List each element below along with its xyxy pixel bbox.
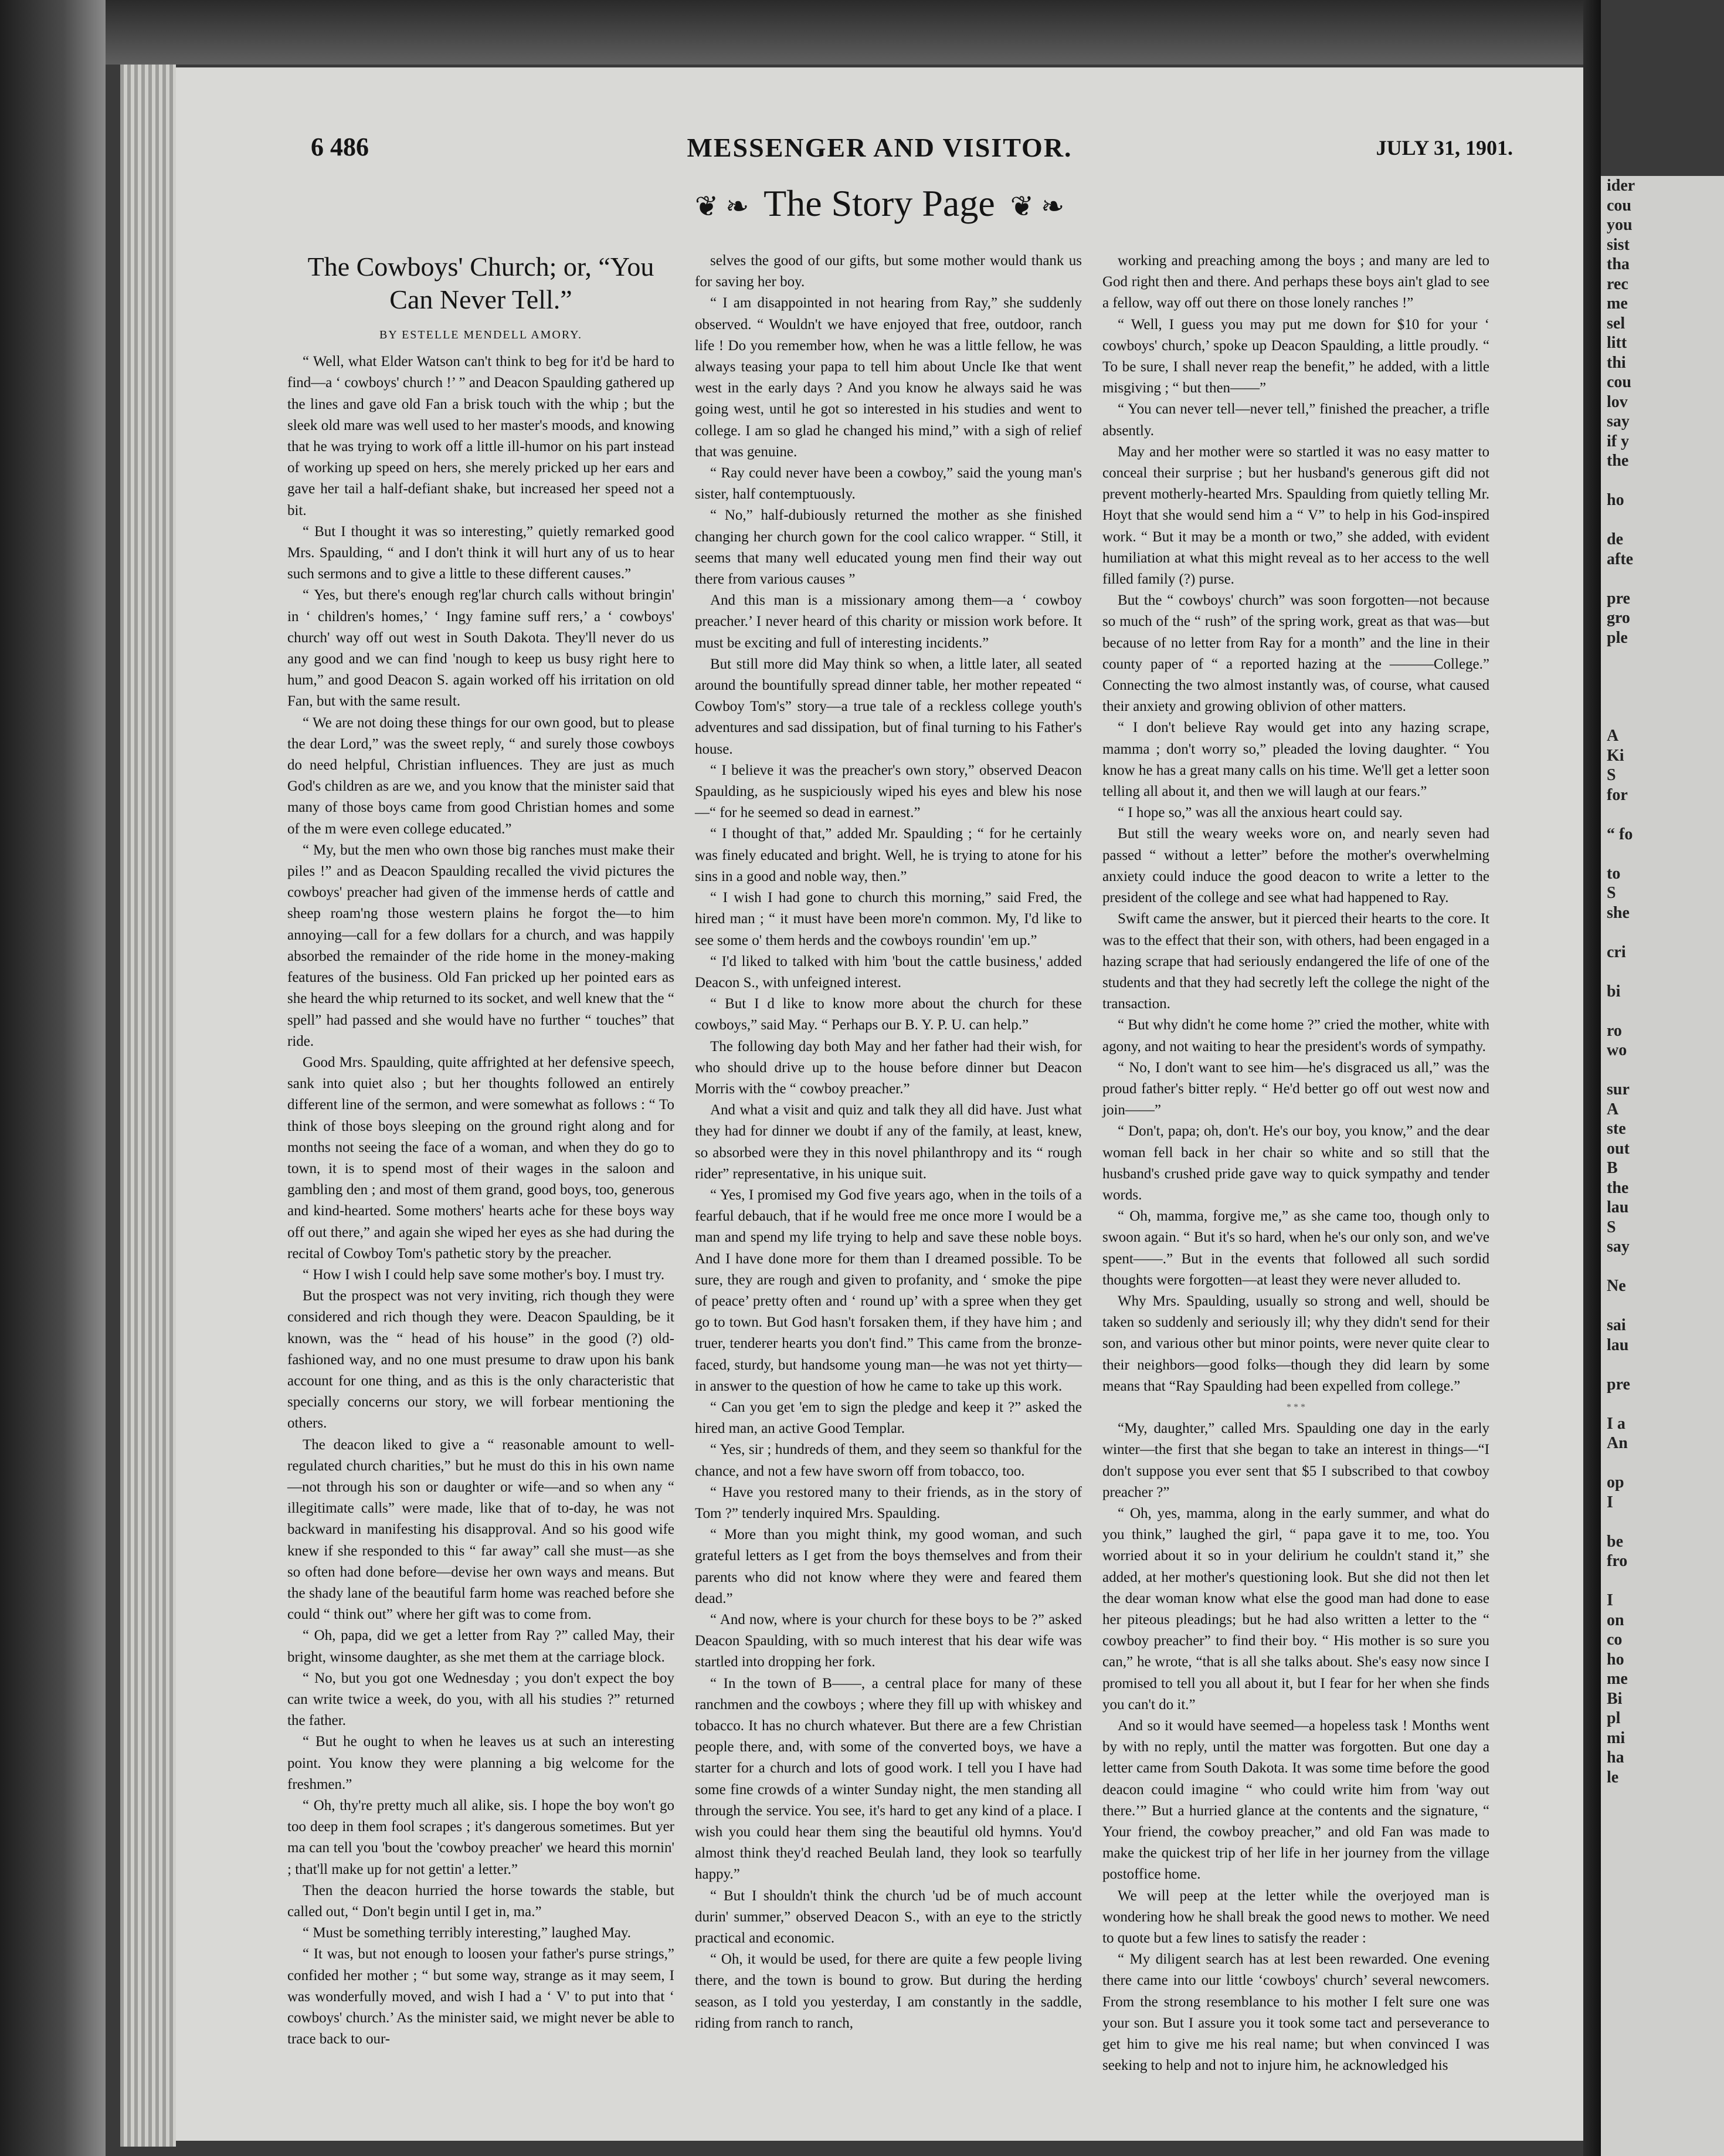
adjacent-page-fragment: S <box>1607 766 1616 784</box>
adjacent-page-fragment: out <box>1607 1139 1630 1158</box>
adjacent-page-fragment: sur <box>1607 1080 1630 1099</box>
adjacent-page-fragment: the <box>1607 452 1629 470</box>
adjacent-page-fragment <box>1601 1001 1724 1021</box>
adjacent-page-fragment: I <box>1607 1493 1613 1511</box>
adjacent-page-fragment <box>1601 1453 1724 1473</box>
adjacent-page-fragment <box>1601 1512 1724 1532</box>
adjacent-page-fragment: sist <box>1607 235 1630 254</box>
newspaper-page <box>176 67 1583 2141</box>
adjacent-page-fragment <box>1601 707 1724 727</box>
adjacent-page-fragment: A <box>1607 727 1619 745</box>
article-paragraph: But still more did May think so when, a little later, all seated around the bountifully spread dinner table, her mother repeated “ Cowboy Tom's” story—a true tale of a reckless college youth's adventures and sad dissipation, but of final turning to his Father's house. <box>695 656 1082 757</box>
adjacent-page-fragment: cri <box>1607 943 1626 961</box>
article-paragraph: “ Yes, sir ; hundreds of them, and they seem so thankful for the chance, and not a few have sworn off from tobacco, too. <box>695 1442 1082 1479</box>
article-paragraph: “ My, but the men who own those big ranches must make their piles !” and as Deacon Spaulding recalled the vivid pictures the cowboys' preacher had given of the immense herds of cattle and sheep roam'ng those western plains he forgot the—to him annoying—call for a few dollars for a church, and was happily absorbed the remainder of the ride home in the money-making features of the business. Old Fan pricked up her pointed ears as she heard the whip returned to its socket, and well knew that the “ spell” had passed and she would have no further “ touches” that ride. <box>287 842 674 1049</box>
adjacent-page-fragment: Ki <box>1607 746 1624 765</box>
adjacent-page-fragment: Ne <box>1607 1277 1626 1295</box>
adjacent-page-fragment: ha <box>1607 1748 1624 1767</box>
adjacent-page-fragment <box>1601 1394 1724 1414</box>
article-paragraph: “ I don't believe Ray would get into any hazing scrape, mamma ; don't worry so,” pleaded the loving daughter. “ You know he has a great many calls on his time. We'll get a letter soon telling all about it, and then we will laugh at our fears.” <box>1102 720 1489 800</box>
text-column-1 <box>287 250 674 2050</box>
article-paragraph: “ Well, I guess you may put me down for $10 for your ‘ cowboys' church,’ spoke up Deacon Spaulding, a little proudly. “ To be sure, I shall never reap the benefit,” he added, with a little misgiving ; “ but then——” <box>1102 316 1489 396</box>
adjacent-page-fragment <box>1601 667 1724 687</box>
adjacent-page-fragment: thi <box>1607 353 1626 372</box>
article-paragraph: “ Well, what Elder Watson can't think to beg for it'd be hard to find—a ‘ cowboys' church !’ ” and Deacon Spaulding gathered up the lines and gave old Fan a brisk touch with the whip ; but the sleek old mare was well used to her master's moods, and knowing that he was trying to work off a little ill-humor on his part instead of working up speed on hers, she merely pricked up her ears and gave her tail a half-defiant shake, but increased her speed not a bit. <box>287 354 674 518</box>
adjacent-page-fragment: lau <box>1607 1335 1629 1354</box>
article-paragraph: “ No, I don't want to see him—he's disgraced us all,” was the proud father's bitter reply. “ He'd better go off out west now and join——” <box>1102 1059 1489 1118</box>
adjacent-page-fragment: A <box>1607 1100 1619 1118</box>
article-paragraph: “ In the town of B——, a central place for many of these ranchmen and the cowboys ; where they fill up with whiskey and tobacco. It has no church whatever. But there are a few Christian people there, and, with some of the converted boys, we have a starter for a church and lots of good work. I tell you I have had some fine crowds of a winter Sunday night, the men standing all through the service. You see, it's hard to get any kind of a place. I wish you could hear them sing the beautiful old hymns. You'd almost think they'd reached Beulah land, they look so tearfully happy.” <box>695 1675 1082 1883</box>
adjacent-page-fragment: ro <box>1607 1021 1622 1040</box>
page-header <box>176 132 1583 179</box>
article-paragraph: “ You can never tell—never tell,” finished the preacher, a trifle absently. <box>1102 401 1489 439</box>
adjacent-page-fragment <box>1601 844 1724 864</box>
article-paragraph: May and her mother were so startled it was no easy matter to conceal their surprise ; but her husband's generous gift did not prevent motherly-hearted Mrs. Spaulding from quietly telling Mr. Hoyt that she would send him a “ V” to help in his God-inspired work. “ But it may be a month or two,” she added, with evident humiliation at what this might reveal as to her access to the well filled family (?) purse. <box>1102 443 1489 588</box>
adjacent-page-fragment: ple <box>1607 628 1628 647</box>
article-title: The Cowboys' Church; or, “You Can Never Tell.” <box>307 252 654 314</box>
article-paragraph: Swift came the answer, but it pierced their hearts to the core. It was to the effect that their son, with others, had been engaged in a hazing scrape that had seriously endangered the life of one of the students and that they had secretly left the college the night of the transaction. <box>1102 911 1489 1012</box>
article-paragraph: “ Oh, mamma, forgive me,” as she came too, though only to swoon again. “ But it's so hard, when he's our only son, and we've spent——.” But in the events that followed all such sordid thoughts were forgotten—at least they were never alluded to. <box>1102 1208 1489 1288</box>
section-heading <box>176 182 1583 225</box>
article-paragraph: “ Ray could never have been a cowboy,” said the young man's sister, half contemptuously. <box>695 465 1082 503</box>
adjacent-page-edge <box>1601 176 1724 2156</box>
adjacent-page-fragment <box>1601 648 1724 667</box>
article-paragraph: And this man is a missionary among them—a ‘ cowboy preacher.’ I never heard of this charity or mission work before. It must be exciting and full of interesting incidents.” <box>695 592 1082 651</box>
adjacent-page-fragment: ider <box>1607 177 1635 195</box>
page-number: 6 486 <box>311 133 369 161</box>
adjacent-page-fragment: gro <box>1607 609 1630 627</box>
adjacent-page-fragment: mi <box>1607 1728 1625 1747</box>
book-gutter <box>1583 0 1601 2156</box>
article-paragraph: “ I believe it was the preacher's own story,” observed Deacon Spaulding, as he suspiciously wiped his eyes and blew his nose—“ for he seemed so dead in earnest.” <box>695 762 1082 821</box>
article-paragraph: “ But I thought it was so interesting,” quietly remarked good Mrs. Spaulding, “ and I don't think it will hurt any of us to hear such sermons and to give a little to these different causes.” <box>287 523 674 582</box>
article-paragraph: But the prospect was not very inviting, rich though they were considered and rich though they were. Deacon Spaulding, be it known, was the “ head of his house” in the good (?) old-fashioned way, and no one must presume to draw upon his bank account for one thing, and as this is the only characteristic that specially concerns our story, we will forbear mentioning the others. <box>287 1288 674 1432</box>
article-paragraph: The deacon liked to give a “ reasonable amount to well-regulated church charities,” but he must do this in his own name—not through his son or daughter or wife—and so when any “ illegitimate calls” were made, like that of to-day, he was not backward in manifesting his disapproval. And so his good wife knew if she responded to this “ far away” call she must—as she so often had done before—devise her own ways and means. But the shady lane of the beautiful farm home was reached before she could “ think out” where her gift was to come from. <box>287 1436 674 1623</box>
article-paragraph: “ Oh, yes, mamma, along in the early summer, and what do you think,” laughed the girl, “ papa gave it to me, too. You worried about it so in your delirium he couldn't stand it,” she added, at her mother's questioning look. But she did not then let the dear woman know what else the good man had done to ease her piteous pleadings; but he had also written a letter to the “ cowboy preacher” to find their boy. “ His mother is so sure you can,” he wrote, “that is all she talks about. She's easy now since I promised to tell you all about it, but I fear for her when she finds you can't do it.” <box>1102 1505 1489 1713</box>
article-paragraph: “ And now, where is your church for these boys to be ?” asked Deacon Spaulding, with so much interest that his dear wife was startled into dropping her fork. <box>695 1612 1082 1670</box>
adjacent-page-fragment <box>1601 1355 1724 1375</box>
article-paragraph: “ Have you restored many to their friends, as in the story of Tom ?” tenderly inquired Mrs. Spaulding. <box>695 1484 1082 1521</box>
article-paragraph: “ I wish I had gone to church this morning,” said Fred, the hired man ; “ it must have been more'n common. My, I'd like to see some o' them herds and the cowboys roundin' 'em up.” <box>695 890 1082 948</box>
article-paragraph: “ Don't, papa; oh, don't. He's our boy, you know,” and the dear woman fell back in her chair so white and so still that the husband's crushed pride gave way to quick sympathy and tender words. <box>1102 1123 1489 1203</box>
adjacent-page-fragment <box>1601 510 1724 530</box>
article-paragraph: “ It was, but not enough to loosen your father's purse strings,” confided her mother ; “ but some way, strange as it may seem, I was wonderfully moved, and wish I had a ‘ V' to put into that ‘ cowboys' church.’ As the minister said, we might never be able to trace back to our- <box>287 1946 674 2047</box>
adjacent-page-fragment <box>1601 962 1724 982</box>
adjacent-page-fragment: fro <box>1607 1552 1628 1570</box>
adjacent-page-fragment: if y <box>1607 432 1630 450</box>
article-paragraph: “ Yes, but there's enough reg'lar church calls without bringin' in ‘ children's homes,’ ‘ Ingy famine suff rers,’ a ‘ cowboys' church' way off out west in South Dakota. They'll never do us any good and we can find 'nough to keep us busy right here to hum,” and good Deacon S. again worked off his irritation on old Fan, but with the same result. <box>287 587 674 710</box>
adjacent-page-fragment: be <box>1607 1532 1623 1551</box>
article-paragraph: “ I am disappointed in not hearing from Ray,” she suddenly observed. “ Wouldn't we have enjoyed that free, outdoor, ranch life ! Do you remember how, when he was a little fellow, he was always teasing your papa to tell him about Uncle Ike that went west in the early days ? And you know he always said he was going west, until he got so interested in his studies and went to college. I am so glad he changed his mind,” with a sigh of relief that was genuine. <box>695 295 1082 460</box>
article-paragraph: “ We are not doing these things for our own good, but to please the dear Lord,” was the sweet reply, “ and surely those cowboys do need helpful, Christian influences. They are just as much God's children as are we, and you know that the minister said that many of those boys came from good Christian homes and some of the m were even college educated.” <box>287 714 674 837</box>
adjacent-page-fragment <box>1601 805 1724 825</box>
article-paragraph: Why Mrs. Spaulding, usually so strong and well, should be taken so suddenly and seriously ill; why they didn't send for their son, and various other but minor points, were never quite clear to their neighbors—good folks—though they did learn by some means that “Ray Spaulding had been expelled from college.” <box>1102 1293 1489 1394</box>
book-page-edges <box>120 65 176 2147</box>
article-paragraph: “ Can you get 'em to sign the pledge and keep it ?” asked the hired man, an active Good Templar. <box>695 1399 1082 1437</box>
adjacent-page-fragment: sai <box>1607 1316 1626 1334</box>
scanner-margin <box>0 0 106 2156</box>
article-paragraph: “ But I shouldn't think the church 'ud be of much account durin' summer,” observed Deacon S., with an eye to the strictly practical and economic. <box>695 1887 1082 1947</box>
article-paragraph: working and preaching among the boys ; and many are led to God right then and there. And perhaps these boys ain't glad to see a fellow, way off out there on those lonely ranches !” <box>1102 253 1489 311</box>
text-column-3 <box>1102 250 1489 2076</box>
adjacent-page-fragment <box>1601 923 1724 943</box>
adjacent-page-fragment: me <box>1607 294 1628 313</box>
article-paragraph: But still the weary weeks wore on, and nearly seven had passed “ without a letter” before the mother's overwhelming anxiety could induce the good deacon to write a letter to the president of the college and see what had happened to Ray. <box>1102 826 1489 906</box>
adjacent-page-fragment: rec <box>1607 274 1628 293</box>
adjacent-page-fragment: litt <box>1607 334 1627 352</box>
adjacent-page-fragment: she <box>1607 903 1630 922</box>
adjacent-page-fragment: pl <box>1607 1709 1621 1727</box>
adjacent-page-fragment: ho <box>1607 491 1624 509</box>
article-paragraph: “ More than you might think, my good woman, and such grateful letters as I get from the boys themselves and from their parents who did not know where they were and feared them dead.” <box>695 1527 1082 1606</box>
article-paragraph: * * * <box>1287 1402 1305 1412</box>
adjacent-page-fragment <box>1601 1571 1724 1591</box>
adjacent-page-fragment <box>1601 1257 1724 1277</box>
adjacent-page-fragment <box>1601 1296 1724 1316</box>
text-column-2 <box>695 250 1082 2034</box>
adjacent-page-fragment: bi <box>1607 982 1621 1001</box>
adjacent-page-fragment: to <box>1607 864 1621 883</box>
article-paragraph: And what a visit and quiz and talk they all did have. Just what they had for dinner we doubt if any of the family, at least, knew, so absorbed were they in this novel philanthropy and its “ rough rider” representative, in his unique suit. <box>695 1102 1082 1182</box>
adjacent-page-fragment: you <box>1607 216 1633 234</box>
adjacent-page-fragment: sel <box>1607 314 1625 333</box>
article-paragraph: “ How I wish I could help save some mother's boy. I must try. <box>303 1266 665 1283</box>
adjacent-page-fragment: B <box>1607 1159 1618 1177</box>
article-paragraph: “ Must be something terribly interesting,” laughed May. <box>303 1925 632 1941</box>
adjacent-page-fragment: Bi <box>1607 1689 1623 1708</box>
article-paragraph: “ No, but you got one Wednesday ; you don't expect the boy can write twice a week, do you, with all his studies ?” returned the father. <box>287 1670 674 1729</box>
section-title: The Story Page <box>763 182 995 224</box>
article-paragraph: “ Yes, I promised my God five years ago, when in the toils of a fearful debauch, that if he would free me once more I would be a man and spend my life trying to help and save these noble boys. And I have done more for them than I dreamed possible. To be sure, they are rough and given to profanity, and ‘ smoke the pipe of peace’ pretty often and ‘ round up’ with a spree when they get go to town. But God hasn't forsaken them, if they have him ; and truer, tenderer hearts you don't find.” This came from the bronze-faced, sturdy, but handsome young man—he was not yet thirty—in answer to the question of how he came to take up this work. <box>695 1187 1082 1394</box>
scan-shadow <box>106 0 1583 65</box>
adjacent-page-fragment: the <box>1607 1178 1629 1197</box>
article-paragraph: “ But he ought to when he leaves us at such an interesting point. You know they were planning a big welcome for the freshmen.” <box>287 1734 674 1792</box>
article-paragraph: “My, daughter,” called Mrs. Spaulding one day in the early winter—the first that she began to take an interest in things—“I don't suppose you ever sent that $5 I subscribed to that cowboy preacher ?” <box>1102 1421 1489 1500</box>
article-paragraph: “ No,” half-dubiously returned the mother as she finished changing her church gown for the cool calico wrapper. “ Still, it seems that many well educated young men find their way out there from various causes ” <box>695 507 1082 588</box>
masthead: MESSENGER AND VISITOR. <box>687 133 1073 162</box>
article-paragraph: “ But I d like to know more about the church for these cowboys,” said May. “ Perhaps our B. Y. P. U. can help.” <box>695 996 1082 1033</box>
adjacent-page-fragment: I a <box>1607 1414 1625 1433</box>
article-paragraph: “ But why didn't he come home ?” cried the mother, white with agony, and not waiting to hear the president's words of sympathy. <box>1102 1017 1489 1055</box>
adjacent-page-fragment: de <box>1607 530 1623 548</box>
adjacent-page-fragment: tha <box>1607 255 1630 273</box>
article-paragraph: “ I hope so,” was all the anxious heart could say. <box>1118 805 1403 821</box>
adjacent-page-fragment <box>1601 1060 1724 1080</box>
adjacent-page-fragment <box>1601 569 1724 589</box>
adjacent-page-fragment: me <box>1607 1670 1628 1688</box>
adjacent-page-fragment: S <box>1607 884 1616 902</box>
adjacent-page-fragment: cou <box>1607 196 1631 215</box>
adjacent-page-fragment: I <box>1607 1591 1613 1609</box>
adjacent-page-fragment: S <box>1607 1218 1616 1236</box>
adjacent-page-fragment: ho <box>1607 1650 1624 1669</box>
issue-date: JULY 31, 1901. <box>1376 136 1513 160</box>
article-paragraph: “ Oh, thy're pretty much all alike, sis. I hope the boy won't go too deep in them fool scrapes ; it's dangerous sometimes. But yer ma can tell you 'bout the 'cowboy preacher' we heard this mornin' ; that'll make up for not gettin' a letter.” <box>287 1798 674 1877</box>
article-paragraph: And so it would have seemed—a hopeless task ! Months went by with no reply, until the matter was forgotten. But one day a letter came from South Dakota. It was some time before the good deacon could imagine “ who could write him from 'way out there.’” But a hurried glance at the contents and the signature, “ Your friend, the cowboy preacher,” and old Fan was made to make the quickest trip of her life in her journey from the village postoffice home. <box>1102 1718 1489 1883</box>
article-paragraph: The following day both May and her father had their wish, for who should drive up to the house before dinner but Deacon Morris with the “ cowboy preacher.” <box>695 1038 1082 1097</box>
article-paragraph: But the “ cowboys' church” was soon forgotten—not because so much of the “ rush” of the spring work, great as that was—but because of no letter from Ray for a month” and the line in their county paper of “ a reported hazing at the ———College.” Connecting the two almost instantly was, of course, what caused their anxiety and growing oblivion of other matters. <box>1102 592 1489 715</box>
adjacent-page-fragment: op <box>1607 1473 1624 1491</box>
article-paragraph: “ My diligent search has at lest been rewarded. One evening there came into our little ‘cowboys' church’ several newcomers. From the strong resemblance to his mother I felt sure one was your son. But I assure you it took some tact and perseverance to get him to give me his real name; but when convinced I was seeking to help and not to injure him, he acknowledged his <box>1102 1951 1489 2074</box>
adjacent-page-fragment: le <box>1607 1768 1619 1787</box>
article-paragraph: selves the good of our gifts, but some mother would thank us for saving her boy. <box>695 253 1082 290</box>
article-paragraph: Good Mrs. Spaulding, quite affrighted at her defensive speech, sank into quiet also ; but her thoughts followed an entirely different line of the sermon, and were somewhat as follows : “ To think of those boys sleeping on the ground right along and for months not seeing the face of a woman, and when they do go to town, it is to spend most of their wages in the saloon and gambling den ; and most of them grand, good boys, too, generous and kind-hearted. Some mothers' hearts ache for these boys way off out there,” and again she wiped her eyes as she had during the recital of Cowboy Tom's pathetic story by the preacher. <box>287 1054 674 1262</box>
article-paragraph: “ Oh, it would be used, for there are quite a few people living there, and the town is bound to grow. But during the herding season, as I told you yesterday, I am constantly in the saddle, riding from ranch to ranch, <box>695 1951 1082 2031</box>
article-paragraph: Then the deacon hurried the horse towards the stable, but called out, “ Don't begin until I get in, ma.” <box>287 1882 674 1920</box>
adjacent-page-fragment: co <box>1607 1630 1623 1649</box>
adjacent-page-fragment <box>1601 687 1724 707</box>
adjacent-page-fragment: pre <box>1607 589 1630 608</box>
adjacent-page-fragment: wo <box>1607 1041 1627 1059</box>
adjacent-page-fragment: say <box>1607 412 1630 430</box>
fleuron-right-icon: ❦ ❧ <box>1010 191 1065 222</box>
adjacent-page-fragment: lau <box>1607 1198 1629 1216</box>
article-paragraph: “ Oh, papa, did we get a letter from Ray ?” called May, their bright, winsome daughter, as she met them at the carriage block. <box>287 1628 674 1665</box>
adjacent-page-fragment: say <box>1607 1238 1630 1256</box>
adjacent-page-fragment <box>1601 471 1724 491</box>
adjacent-page-fragment: cou <box>1607 373 1631 391</box>
adjacent-page-fragment: for <box>1607 785 1628 804</box>
fleuron-left-icon: ❦ ❧ <box>694 191 749 222</box>
adjacent-page-fragment: pre <box>1607 1375 1630 1394</box>
article-paragraph: “ I'd liked to talked with him 'bout the cattle business,' added Deacon S., with unfeigned interest. <box>695 953 1082 991</box>
article-byline: BY ESTELLE MENDELL AMORY. <box>379 328 582 341</box>
adjacent-page-fragment: ste <box>1607 1120 1626 1138</box>
adjacent-page-fragment: “ fo <box>1607 825 1633 843</box>
adjacent-page-fragment: An <box>1607 1434 1628 1452</box>
adjacent-page-fragment: on <box>1607 1611 1624 1629</box>
article-paragraph: We will peep at the letter while the overjoyed man is wondering how he shall break the good news to mother. We need to quote but a few lines to satisfy the reader : <box>1102 1887 1489 1947</box>
article-paragraph: “ I thought of that,” added Mr. Spaulding ; “ for he certainly was finely educated and bright. Well, he is trying to atone for his sins in a good and noble way, then.” <box>695 826 1082 884</box>
adjacent-page-fragment: lov <box>1607 392 1628 411</box>
adjacent-page-fragment: afte <box>1607 550 1634 568</box>
